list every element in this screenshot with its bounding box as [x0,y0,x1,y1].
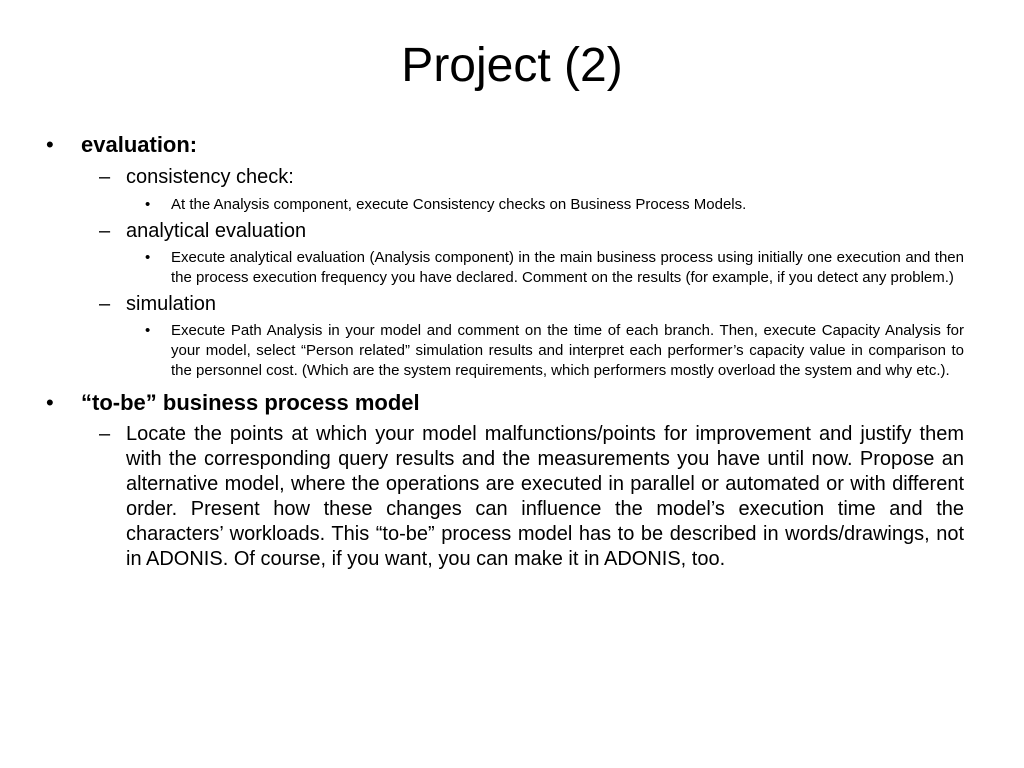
detail-text: At the Analysis component, execute Consistency checks on Business Process Models. [171,196,747,213]
detail-text: Execute Path Analysis in your model and comment on the time of each branch. Then, execute Capacity Analysis for your model, select “Person related” simulation results and interpret each performer’s capacity value in comparison to the personnel cost. (Which are the system requirements, which performers mostly overload the system and why etc.). [171,322,964,379]
dash-marker: – [99,293,111,315]
bullet-text: “to-be” business process model [81,390,420,415]
detail-simulation [145,321,964,381]
bullet-marker: • [46,390,54,415]
bullet-text: evaluation: [81,132,198,157]
sub-bullet-text: Locate the points at which your model malfunctions/points for improvement and justify them with the corresponding query results and the measurements you have until now. Propose an alternative model, where the operations are executed in parallel or automated or with different order. Present how these changes can influence the model’s execution time and the characters’ workloads. This “to-be” process model has to be described in words/drawings, not in ADONIS. Of course, if you want, you can make it in ADONIS, too. [126,423,964,570]
slide-content [46,130,964,572]
sub-bullet-text: analytical evaluation [126,220,307,242]
bullet-marker: • [46,132,54,157]
sub-bullet-consistency-check [99,165,964,190]
bullet-marker: • [145,322,151,339]
sub-bullet-analytical-evaluation [99,219,964,244]
detail-analytical-evaluation [145,248,964,288]
dash-marker: – [99,220,111,242]
sub-bullet-text: consistency check: [126,166,294,188]
bullet-marker: • [145,249,151,266]
dash-marker: – [99,423,111,445]
detail-consistency-check [145,195,964,215]
sub-bullet-text: simulation [126,293,217,315]
sub-bullet-simulation [99,292,964,317]
bullet-to-be-model [46,388,964,418]
bullet-evaluation [46,130,964,160]
slide-title: Project (2) [401,39,623,92]
sub-bullet-to-be-description [99,422,964,572]
bullet-marker: • [145,196,151,213]
detail-text: Execute analytical evaluation (Analysis component) in the main business process using initially one execution and then the process execution frequency you have declared. Comment on the results (for example, if you detect any problem.) [171,249,964,286]
dash-marker: – [99,166,111,188]
